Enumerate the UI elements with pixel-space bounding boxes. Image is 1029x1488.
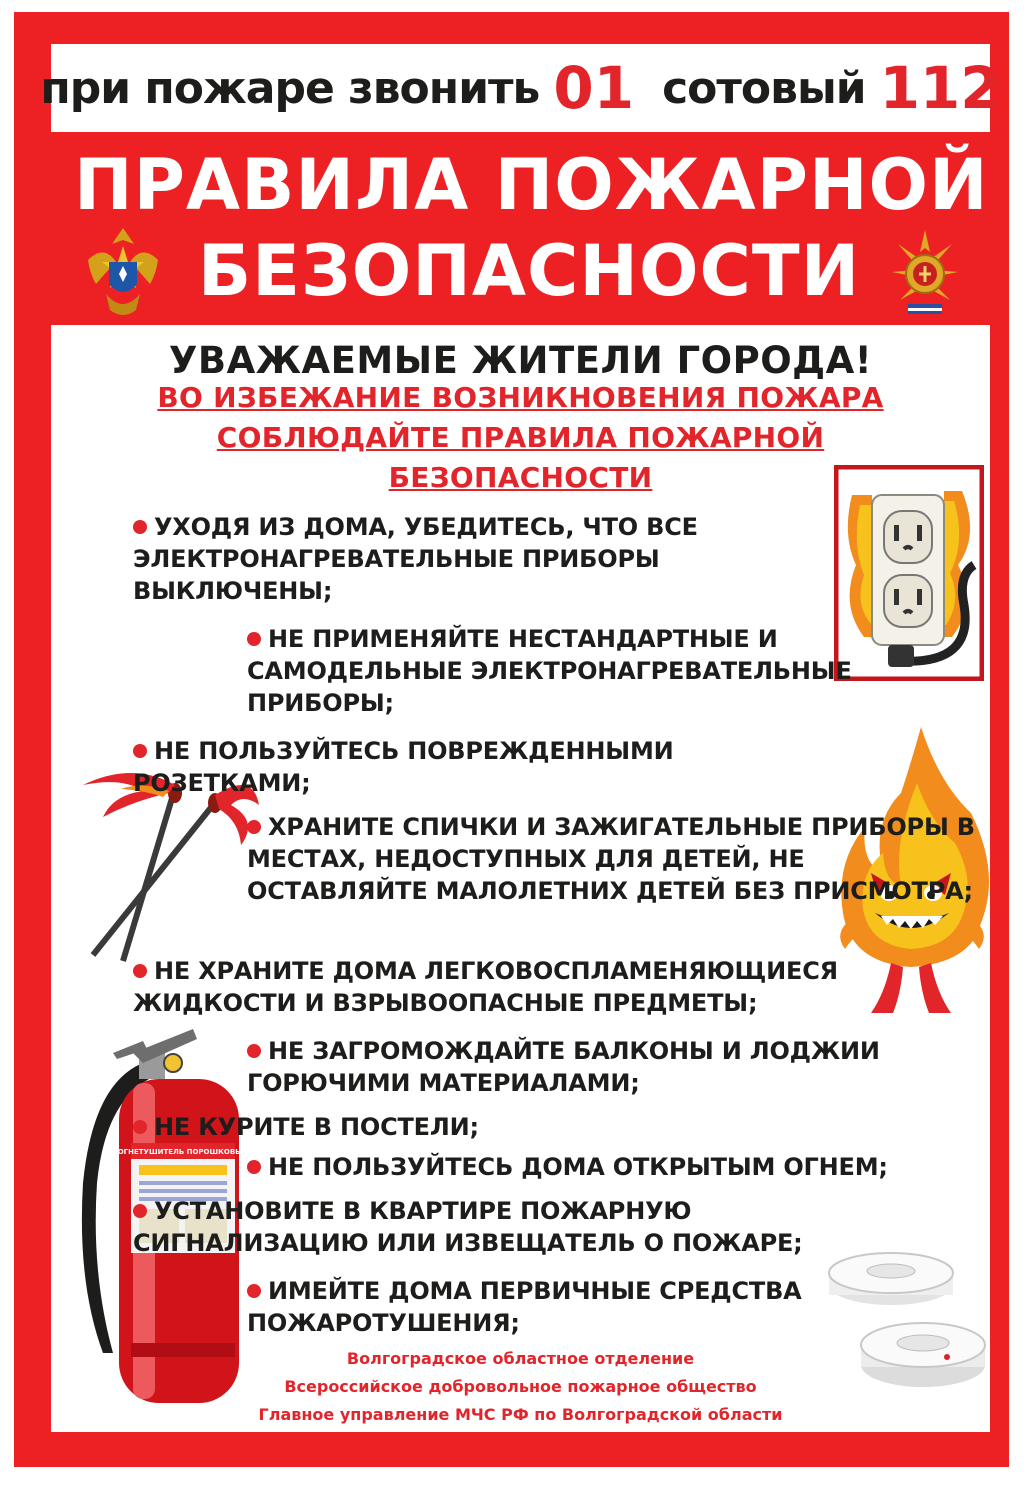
rules-panel xyxy=(51,325,990,1432)
rule-item xyxy=(133,735,853,799)
footer-line-2: Всероссийское добровольное пожарное общество xyxy=(284,1377,757,1396)
greeting-heading: УВАЖАЕМЫЕ ЖИТЕЛИ ГОРОДА! xyxy=(168,339,873,382)
bullet-icon xyxy=(133,1120,147,1134)
rule-item xyxy=(247,1035,977,1099)
rule-item xyxy=(133,511,853,607)
mobile-text: сотовый xyxy=(662,62,866,114)
bullet-icon xyxy=(247,632,261,646)
rule-text: НЕ ПРИМЕНЯЙТЕ НЕСТАНДАРТНЫЕ И САМОДЕЛЬНЫЕ ЭЛЕКТРОНАГРЕВАТЕЛЬНЫЕ ПРИБОРЫ; xyxy=(247,625,852,717)
bullet-icon xyxy=(133,744,147,758)
poster-title-line-1: ПРАВИЛА ПОЖАРНОЙ xyxy=(74,144,989,226)
rule-text: УХОДЯ ИЗ ДОМА, УБЕДИТЕСЬ, ЧТО ВСЕ ЭЛЕКТРОНАГРЕВАТЕЛЬНЫЕ ПРИБОРЫ ВЫКЛЮЧЕНЫ; xyxy=(133,513,698,605)
rule-text: НЕ ПОЛЬЗУЙТЕСЬ ДОМА ОТКРЫТЫМ ОГНЕМ; xyxy=(268,1153,888,1181)
bullet-icon xyxy=(133,964,147,978)
rule-text: УСТАНОВИТЕ В КВАРТИРЕ ПОЖАРНУЮ СИГНАЛИЗАЦИЮ ИЛИ ИЗВЕЩАТЕЛЬ О ПОЖАРЕ; xyxy=(133,1197,803,1257)
fire-phone-number: 01 xyxy=(553,54,635,122)
footer-line-1: Волгоградское областное отделение xyxy=(346,1349,695,1368)
bullet-icon xyxy=(247,1044,261,1058)
bullet-icon xyxy=(133,520,147,534)
rule-item xyxy=(247,1151,977,1183)
rule-text: НЕ ЗАГРОМОЖДАЙТЕ БАЛКОНЫ И ЛОДЖИИ ГОРЮЧИМИ МАТЕРИАЛАМИ; xyxy=(247,1037,880,1097)
rule-item xyxy=(133,1111,833,1143)
bullet-icon xyxy=(247,1284,261,1298)
warning-line-1: ВО ИЗБЕЖАНИЕ ВОЗНИКНОВЕНИЯ ПОЖАРА xyxy=(157,381,884,414)
fire-society-emblem-icon xyxy=(886,222,964,322)
warning-line-2: СОБЛЮДАЙТЕ ПРАВИЛА ПОЖАРНОЙ xyxy=(216,421,825,454)
rule-text: ХРАНИТЕ СПИЧКИ И ЗАЖИГАТЕЛЬНЫЕ ПРИБОРЫ В МЕСТАХ, НЕДОСТУПНЫХ ДЛЯ ДЕТЕЙ, НЕ ОСТАВЛЯЙТЕ МАЛОЛЕТНИХ ДЕТЕЙ БЕЗ ПРИСМОТРА; xyxy=(247,813,975,905)
footer-line-3: Главное управление МЧС РФ по Волгоградской области xyxy=(258,1405,783,1424)
poster xyxy=(14,12,1009,1467)
mobile-phone-number: 112 xyxy=(879,54,1001,122)
emergency-phone-banner xyxy=(40,44,1001,132)
poster-title-line-2: БЕЗОПАСНОСТИ xyxy=(197,230,861,312)
rule-text: НЕ КУРИТЕ В ПОСТЕЛИ; xyxy=(154,1113,479,1141)
bullet-icon xyxy=(247,1160,261,1174)
mchs-emblem-icon xyxy=(84,222,162,322)
rule-item xyxy=(247,623,977,719)
bullet-icon xyxy=(247,820,261,834)
call-text: при пожаре звонить xyxy=(40,62,540,114)
rule-item xyxy=(247,811,977,907)
rule-text: ИМЕЙТЕ ДОМА ПЕРВИЧНЫЕ СРЕДСТВА ПОЖАРОТУШЕНИЯ; xyxy=(247,1277,802,1337)
rule-item xyxy=(247,1275,977,1339)
rule-text: НЕ ПОЛЬЗУЙТЕСЬ ПОВРЕЖДЕННЫМИ РОЗЕТКАМИ; xyxy=(133,737,674,797)
extinguisher-label: ОГНЕТУШИТЕЛЬ ПОРОШКОВЫЙ xyxy=(117,1148,248,1156)
warning-line-3: БЕЗОПАСНОСТИ xyxy=(388,461,653,494)
rule-text: НЕ ХРАНИТЕ ДОМА ЛЕГКОВОСПЛАМЕНЯЮЩИЕСЯ ЖИДКОСТИ И ВЗРЫВООПАСНЫЕ ПРЕДМЕТЫ; xyxy=(133,957,838,1017)
bullet-icon xyxy=(133,1204,147,1218)
rule-item xyxy=(133,955,913,1019)
rule-item xyxy=(133,1195,893,1259)
